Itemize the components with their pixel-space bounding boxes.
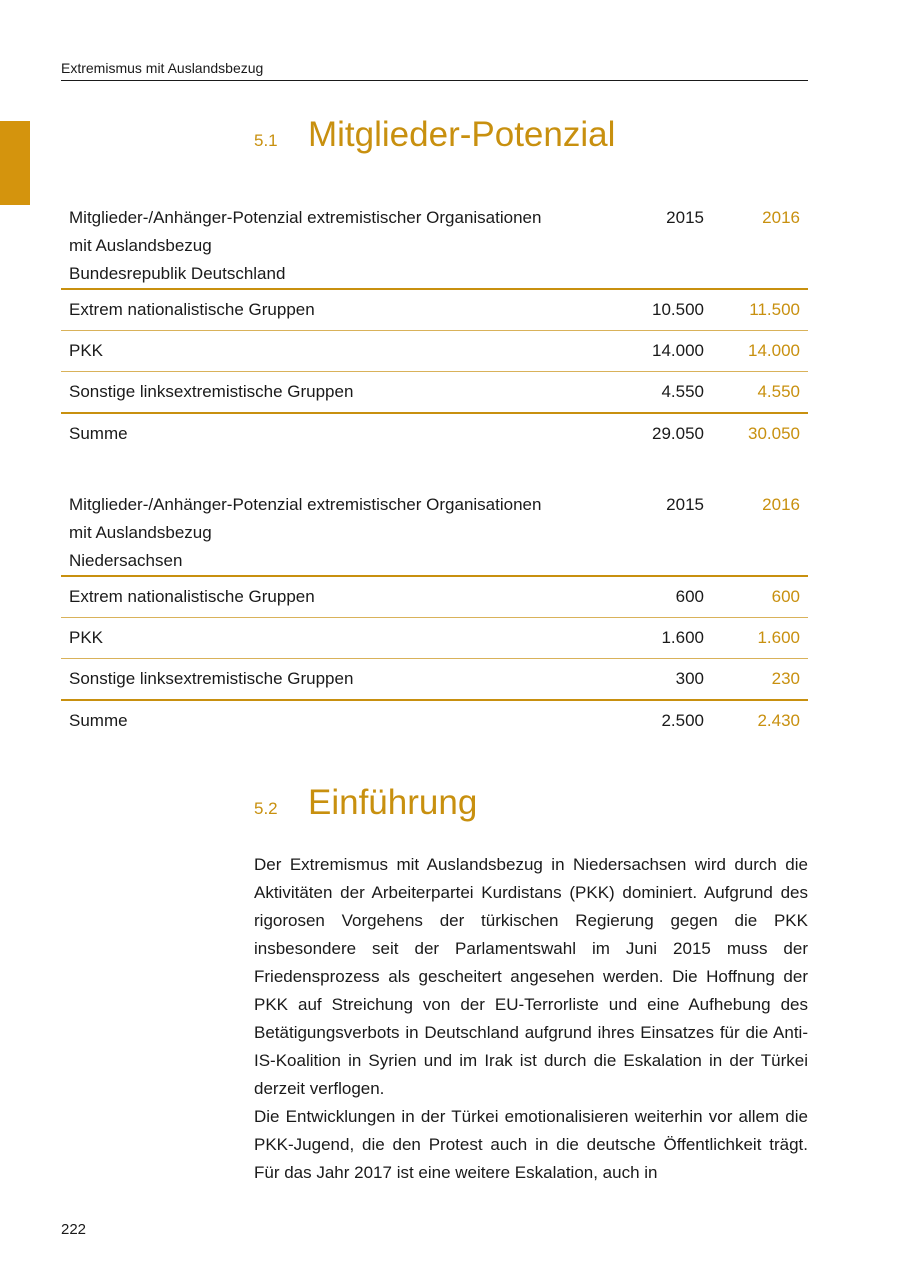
row-label: PKK [61, 618, 606, 659]
caption-line: Niedersachsen [69, 551, 183, 570]
table-row [61, 372, 808, 414]
value-2015: 300 [606, 659, 712, 701]
paragraph: Die Entwicklungen in der Türkei emotionalisieren weiterhin vor allem die PKK-Jugend, die den Protest auch in die deutsche Öffentlichkeit trägt. Für das Jahr 2017 ist eine weitere Eskalation, auch in [254, 1107, 808, 1182]
value-2016: 14.000 [712, 331, 808, 372]
caption-line: Bundesrepublik Deutschland [69, 264, 286, 283]
row-label: Extrem nationalistische Gruppen [61, 576, 606, 618]
running-header: Extremismus mit Auslandsbezug [61, 58, 808, 81]
table-row [61, 618, 808, 659]
table-row [61, 576, 808, 618]
value-2016: 11.500 [712, 289, 808, 331]
sum-label: Summe [61, 700, 606, 741]
caption-line: mit Auslandsbezug [69, 523, 212, 542]
table-caption [61, 204, 606, 289]
section-heading-5-1 [254, 115, 615, 155]
chapter-tab-marker [0, 121, 30, 205]
value-2015: 1.600 [606, 618, 712, 659]
table-sum-row [61, 413, 808, 454]
table-header-row [61, 491, 808, 576]
table-row [61, 659, 808, 701]
section-title: Mitglieder-Potenzial [308, 115, 616, 154]
value-2015: 14.000 [606, 331, 712, 372]
section-heading-5-2 [254, 783, 477, 823]
section-title: Einführung [308, 783, 478, 822]
column-header-2015: 2015 [666, 495, 704, 514]
table-niedersachsen [61, 491, 808, 741]
section-number: 5.2 [254, 799, 278, 818]
column-header-2016: 2016 [762, 208, 800, 227]
table-header-row [61, 204, 808, 289]
body-text [254, 851, 808, 1187]
sum-2015: 2.500 [606, 700, 712, 741]
sum-2016: 2.430 [712, 700, 808, 741]
column-header-2015: 2015 [666, 208, 704, 227]
value-2016: 4.550 [712, 372, 808, 414]
column-header-2016: 2016 [762, 495, 800, 514]
value-2016: 230 [712, 659, 808, 701]
table-row [61, 331, 808, 372]
paragraph: Der Extremismus mit Auslandsbezug in Niedersachsen wird durch die Aktivitäten der Arbeiterpartei Kurdistans (PKK) dominiert. Aufgrund des rigorosen Vorgehens der türkischen Regierung gegen die PKK insbesondere seit der Parlamentswahl im Juni 2015 muss der Friedensprozess als gescheitert angesehen werden. Die Hoffnung der PKK auf Streichung von der EU-Terrorliste und eine Aufhebung des Betätigungsverbots in Deutschland aufgrund ihres Einsatzes für die Anti-IS-Koalition in Syrien und im Irak ist durch die Eskalation in der Türkei derzeit verflogen. [254, 855, 808, 1098]
table-caption [61, 491, 606, 576]
value-2015: 4.550 [606, 372, 712, 414]
sum-2015: 29.050 [606, 413, 712, 454]
sum-label: Summe [61, 413, 606, 454]
value-2016: 1.600 [712, 618, 808, 659]
page-number: 222 [61, 1221, 87, 1238]
caption-line: Mitglieder-/Anhänger-Potenzial extremistischer Organisationen [69, 208, 542, 227]
table-bundesrepublik [61, 204, 808, 454]
caption-line: mit Auslandsbezug [69, 236, 212, 255]
table-row [61, 289, 808, 331]
section-number: 5.1 [254, 131, 278, 150]
caption-line: Mitglieder-/Anhänger-Potenzial extremistischer Organisationen [69, 495, 542, 514]
row-label: PKK [61, 331, 606, 372]
row-label: Sonstige linksextremistische Gruppen [61, 659, 606, 701]
value-2016: 600 [712, 576, 808, 618]
sum-2016: 30.050 [712, 413, 808, 454]
row-label: Sonstige linksextremistische Gruppen [61, 372, 606, 414]
value-2015: 600 [606, 576, 712, 618]
row-label: Extrem nationalistische Gruppen [61, 289, 606, 331]
value-2015: 10.500 [606, 289, 712, 331]
table-sum-row [61, 700, 808, 741]
